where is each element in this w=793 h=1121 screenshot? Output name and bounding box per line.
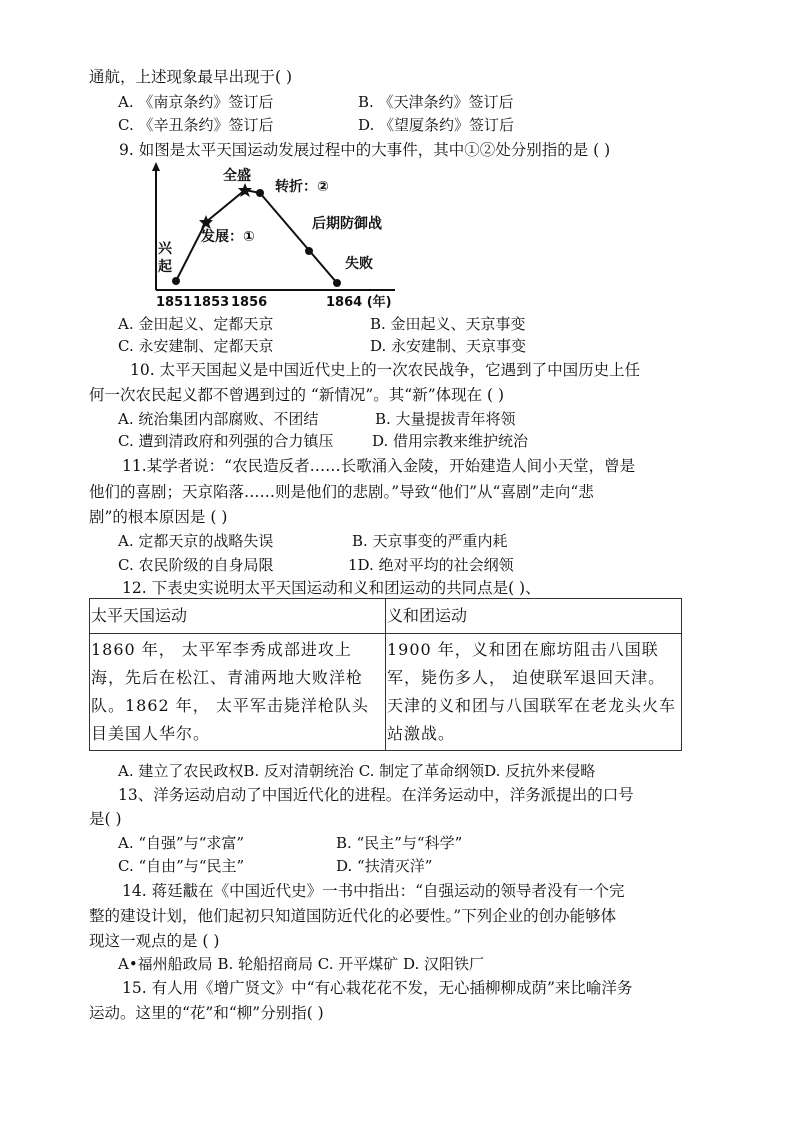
- q13-stem-line2: 是( ): [89, 810, 122, 828]
- q13-option-d: D. “扶清灭洋”: [336, 857, 433, 875]
- y-axis-arrow-icon: [152, 162, 160, 171]
- q11-stem-line2: 他们的喜剧；天京陷落……则是他们的悲剧。”导致“他们”从“喜剧”走向“悲: [89, 483, 594, 501]
- q8-stem-tail: 通航，上述现象最早出现于( ): [89, 68, 293, 86]
- q10-stem-line1: 10. 太平天国起义是中国近代史上的一次农民战争，它遇到了中国历史上任: [130, 361, 641, 379]
- q15-stem-line2: 运动。这里的“花”和“柳”分别指( ): [89, 1004, 324, 1022]
- marker-turning: [256, 189, 264, 197]
- label-rise-1: 兴: [158, 241, 172, 257]
- q12-stem: 12. 下表史实说明太平天国运动和义和团运动的共同点是( )、: [122, 579, 541, 597]
- q10-option-c: C. 遭到清政府和列强的合力镇压: [118, 432, 334, 450]
- q13-option-a: A. “自强”与“求富”: [118, 834, 245, 852]
- q8-option-a: A. 《南京条约》签订后: [118, 93, 274, 111]
- taiping-timeline-diagram: [150, 162, 400, 312]
- q9-option-b: B. 金田起义、天京事变: [370, 315, 526, 333]
- label-late-defense: 后期防御战: [312, 216, 382, 232]
- q14-options: A•福州船政局 B. 轮船招商局 C. 开平煤矿 D. 汉阳铁厂: [118, 955, 485, 973]
- tick-1853: 1853: [193, 295, 230, 310]
- table-header-boxer: 义和团运动: [386, 599, 682, 634]
- q13-option-c: C. “自由”与“民主”: [118, 857, 245, 875]
- table-cell-taiping: 1860 年， 太平军李秀成部进攻上海，先后在松江、青浦两地大败洋枪队。1862 年， 太平军击毙洋枪队头目美国人华尔。: [90, 634, 386, 751]
- q14-stem-line3: 现这一观点的是 ( ): [89, 932, 220, 950]
- table-header-taiping: 太平天国运动: [90, 599, 386, 634]
- q11-option-a: A. 定都天京的战略失误: [118, 532, 274, 550]
- marker-late-defense: [305, 247, 313, 255]
- table-header-row: [90, 599, 682, 634]
- q9-option-c: C. 永安建制、定都天京: [118, 337, 274, 355]
- q11-option-b: B. 天京事变的严重内耗: [352, 532, 508, 550]
- label-development: 发展：①: [201, 229, 255, 245]
- q8-option-d: D. 《望厦条约》签订后: [358, 116, 515, 134]
- q13-stem-line1: 13、洋务运动启动了中国近代化的进程。在洋务运动中，洋务派提出的口号: [118, 786, 634, 804]
- q11-stem-line1: 11.某学者说：“农民造反者……长歌涌入金陵，开始建造人间小天堂，曾是: [122, 457, 636, 475]
- q8-option-b: B. 《天津条约》签订后: [358, 93, 514, 111]
- label-failure: 失败: [345, 256, 373, 272]
- tick-1864: 1864 (年): [326, 295, 392, 310]
- q10-stem-line2: 何一次农民起义都不曾遇到过的 “新情况”。其“新”体现在 ( ): [89, 386, 505, 404]
- label-peak: 全盛: [223, 168, 251, 184]
- table-row: [90, 634, 682, 751]
- q10-option-b: B. 大量提拔青年将领: [375, 410, 516, 428]
- marker-rise: [172, 277, 180, 285]
- q11-stem-line3: 剧”的根本原因是 ( ): [89, 508, 228, 526]
- table-cell-boxer: 1900 年，义和团在廊坊阻击八国联军，毙伤多人， 迫使联军退回天津。天津的义和团与八国联军在老龙头火车站激战。: [386, 634, 682, 751]
- q14-stem-line1: 14. 蒋廷黻在《中国近代史》一书中指出：“自强运动的领导者没有一个完: [122, 882, 625, 900]
- q11-option-d: 1D. 绝对平均的社会纲领: [348, 556, 514, 574]
- label-turning: 转折：②: [275, 179, 329, 195]
- q14-stem-line2: 整的建设计划，他们起初只知道国防近代化的必要性。”下列企业的创办能够体: [89, 907, 617, 925]
- q11-option-c: C. 农民阶级的自身局限: [118, 556, 274, 574]
- q9-option-a: A. 金田起义、定都天京: [118, 315, 274, 333]
- q9-option-d: D. 永安建制、天京事变: [370, 337, 527, 355]
- q10-option-d: D. 借用宗教来维护统治: [372, 432, 529, 450]
- tick-1851: 1851: [156, 295, 193, 310]
- label-rise-2: 起: [158, 259, 172, 275]
- q12-options: A. 建立了农民政权B. 反对清朝统治 C. 制定了革命纲领D. 反抗外来侵略: [118, 762, 596, 780]
- marker-failure: [333, 279, 341, 287]
- q10-option-a: A. 统治集团内部腐败、不团结: [118, 410, 319, 428]
- q13-option-b: B. “民主”与“科学”: [336, 834, 463, 852]
- q8-option-c: C. 《辛丑条约》签订后: [118, 116, 274, 134]
- comparison-table: [89, 598, 682, 751]
- tick-1856: 1856: [231, 295, 268, 310]
- q15-stem-line1: 15. 有人用《增广贤文》中“有心栽花花不发，无心插柳柳成荫”来比喻洋务: [122, 979, 633, 997]
- q9-stem: 9. 如图是太平天国运动发展过程中的大事件，其中①②处分别指的是 ( ): [119, 141, 611, 159]
